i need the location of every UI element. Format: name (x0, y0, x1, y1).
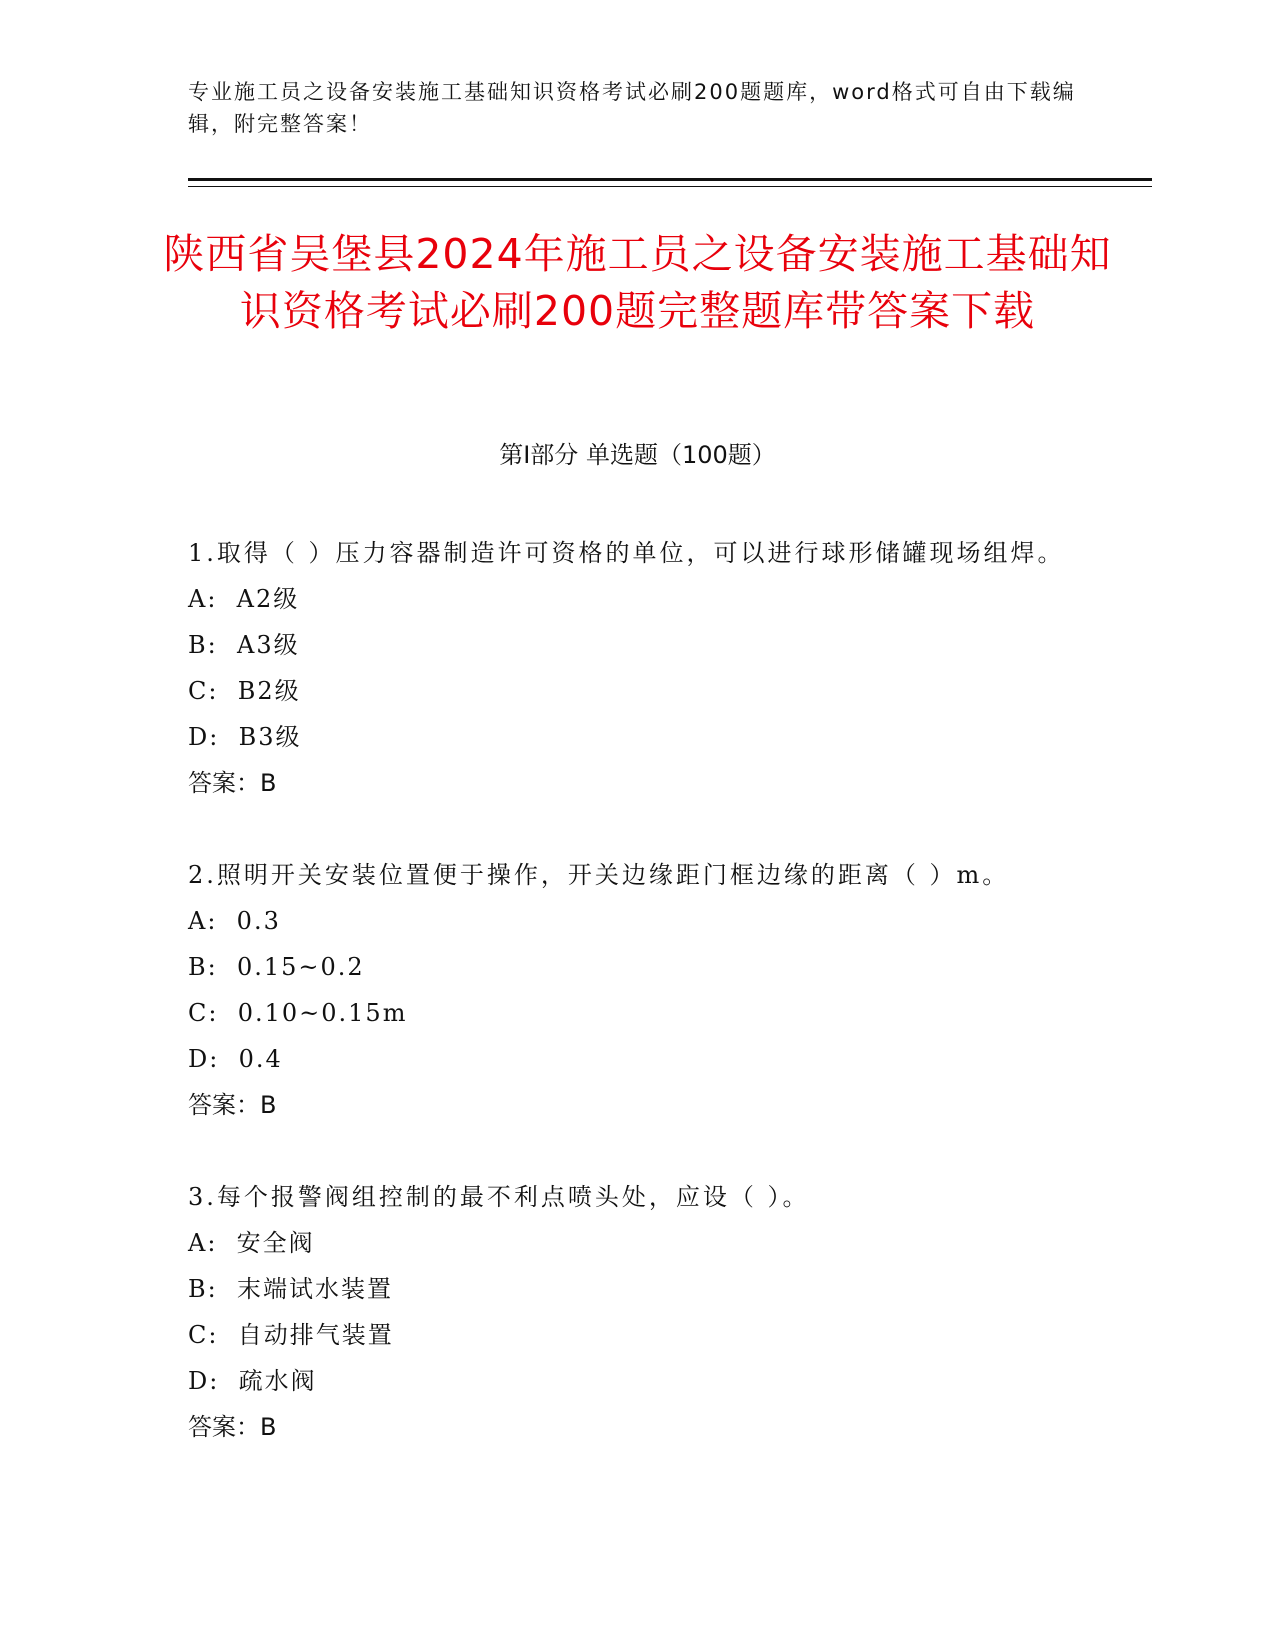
answer: 答案：B (188, 1413, 277, 1441)
question-list (188, 530, 1088, 1496)
question-text: 1.取得（ ）压力容器制造许可资格的单位，可以进行球形储罐现场组焊。 (188, 539, 1065, 567)
option-b: B: A3级 (188, 631, 300, 659)
option-c: C: 自动排气装置 (188, 1321, 394, 1349)
option-d: D: B3级 (188, 723, 302, 751)
option-d: D: 0.4 (188, 1045, 283, 1073)
question-1 (188, 530, 1088, 806)
option-a: A: 安全阀 (188, 1229, 315, 1257)
option-c: C: 0.10~0.15m (188, 999, 408, 1027)
section-heading: 第I部分 单选题（100题） (499, 441, 776, 469)
question-2 (188, 852, 1088, 1128)
option-c: C: B2级 (188, 677, 301, 705)
header-rule-thin (188, 186, 1152, 187)
answer: 答案：B (188, 1091, 277, 1119)
question-text: 3.每个报警阀组控制的最不利点喷头处，应设（ ）。 (188, 1183, 810, 1211)
option-b: B: 0.15~0.2 (188, 953, 365, 981)
answer: 答案：B (188, 769, 277, 797)
header-rule-thick (188, 178, 1152, 181)
option-a: A: A2级 (188, 585, 300, 613)
question-text: 2.照明开关安装位置便于操作，开关边缘距门框边缘的距离（ ）m。 (188, 861, 1010, 889)
question-3 (188, 1174, 1088, 1450)
header-note: 专业施工员之设备安装施工基础知识资格考试必刷200题题库，word格式可自由下载编辑，附完整答案！ (188, 80, 1076, 136)
option-b: B: 末端试水装置 (188, 1275, 393, 1303)
option-a: A: 0.3 (188, 907, 281, 935)
option-d: D: 疏水阀 (188, 1367, 317, 1395)
document-title: 陕西省吴堡县2024年施工员之设备安装施工基础知识资格考试必刷200题完整题库带答案下载 (163, 230, 1112, 335)
